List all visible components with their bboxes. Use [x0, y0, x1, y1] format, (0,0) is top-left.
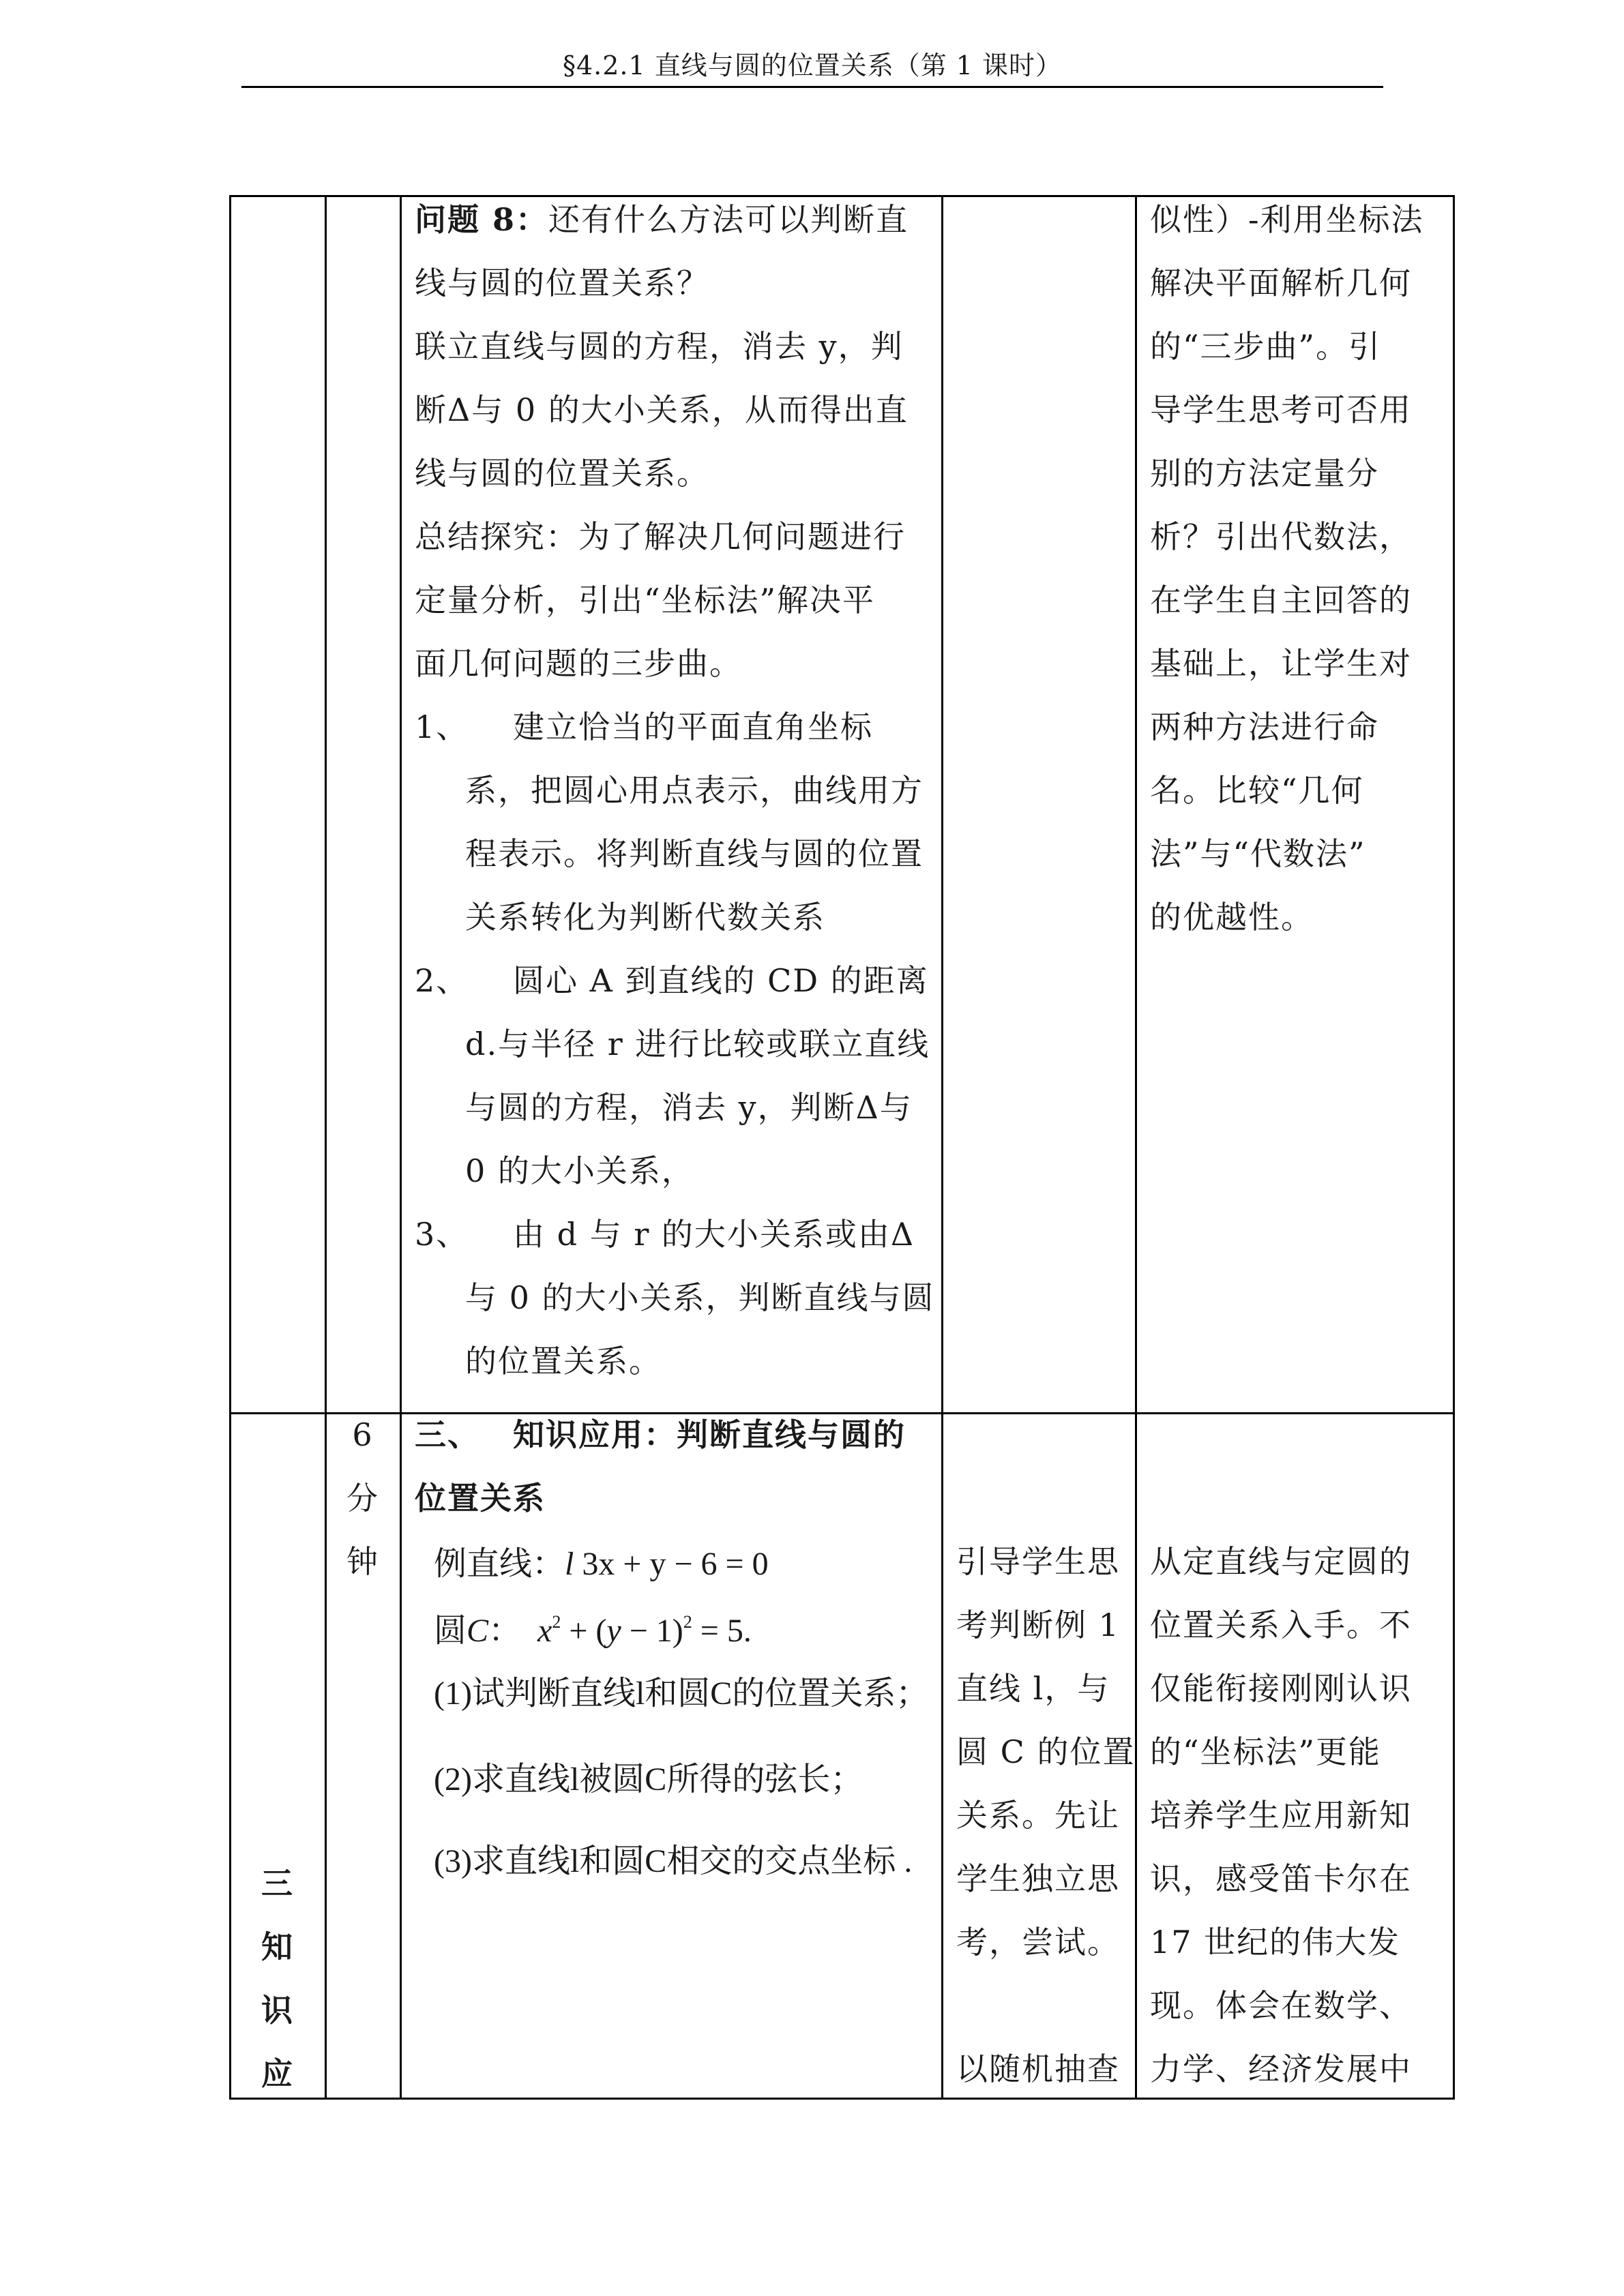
intent-line: 名。比较“几何: [1150, 772, 1364, 809]
summary-line: 面几何问题的三步曲。: [415, 645, 742, 682]
summary-line: 总结探究：为了解决几何问题进行: [415, 518, 906, 555]
stage-char: 知: [261, 1928, 293, 1965]
knowledge-application-heading: [415, 1403, 933, 1530]
step-first-line: 建立恰当的平面直角坐标: [513, 709, 873, 745]
intent-line: 的“坐标法”更能: [1150, 1733, 1382, 1770]
intent-line: 仅能衔接刚刚认识: [1150, 1670, 1412, 1707]
time-allocation: [326, 1403, 398, 1594]
header-divider: [241, 86, 1383, 88]
intent-line: 似性）-利用坐标法: [1150, 201, 1424, 238]
activity-line: 学生独立思: [956, 1860, 1120, 1897]
example-circle-equation: 圆C： $x^2 + (y - 1)^2 = 5$.: [434, 1612, 752, 1649]
intent-line: 的优越性。: [1150, 899, 1314, 936]
step-continuation: 与圆的方程，消去 y，判断Δ与: [465, 1089, 913, 1126]
intent-line: 力学、经济发展中: [1150, 2051, 1412, 2087]
step-continuation: 系，把圆心用点表示，曲线用方: [465, 772, 924, 809]
step-continuation: d.与半径 r 进行比较或联立直线: [465, 1026, 930, 1062]
stage-label-vertical: [229, 1852, 325, 2106]
line-equation: 3x + y − 6 = 0: [582, 1546, 769, 1582]
circle-equation-rhs: = 5.: [700, 1613, 752, 1649]
table-left-border: [229, 195, 231, 2100]
step-continuation: 关系转化为判断代数关系: [465, 899, 825, 936]
stage-char: 应: [261, 2055, 293, 2092]
step-number: 1、: [415, 709, 469, 745]
activity-line: 以随机抽查: [956, 2051, 1120, 2087]
intent-line: 识，感受笛卡尔在: [1150, 1860, 1412, 1897]
page-header-title: §4.2.1 直线与圆的位置关系（第 1 课时）: [562, 50, 1063, 80]
table-col-divider-2: [400, 195, 402, 2100]
table-col-divider-1: [325, 195, 327, 2100]
row2-intent-cell: [1150, 1530, 1450, 2101]
activity-line: 直线 l，与: [956, 1670, 1110, 1707]
intent-line: 位置关系入手。不: [1150, 1607, 1412, 1643]
step-item-3: [415, 1203, 933, 1266]
example-question-1: (1)试判断直线l和圆C的位置关系；: [434, 1675, 929, 1712]
stage-char: 识: [261, 1992, 293, 2029]
heading-line2: 位置关系: [415, 1480, 546, 1517]
circle-label: 圆: [434, 1613, 467, 1649]
example-question-3: (3)求直线l和圆C相交的交点坐标 .: [434, 1843, 913, 1879]
step-continuation: 程表示。将判断直线与圆的位置: [465, 835, 924, 872]
joint-method-line: 联立直线与圆的方程，消去 y，判: [415, 328, 904, 365]
activity-line: 考，尝试。: [956, 1924, 1120, 1960]
intent-line: 导学生思考可否用: [1150, 391, 1412, 428]
activity-line: [956, 1974, 1134, 2038]
time-char: 6: [352, 1416, 372, 1453]
activity-line: 考判断例 1: [956, 1607, 1120, 1643]
row1-intent-cell: [1150, 188, 1450, 949]
summary-line: 定量分析，引出“坐标法”解决平: [415, 582, 876, 618]
intent-line: 法”与“代数法”: [1150, 835, 1366, 872]
joint-method-line: 断Δ与 0 的大小关系，从而得出直: [415, 391, 909, 428]
intent-line: 两种方法进行命: [1150, 709, 1379, 745]
intent-line: 现。体会在数学、: [1150, 1987, 1412, 2024]
intent-line: 基础上，让学生对: [1150, 645, 1412, 682]
row1-content-cell: [415, 188, 933, 1393]
time-char: 分: [346, 1480, 378, 1517]
step-first-line: 由 d 与 r 的大小关系或由Δ: [513, 1216, 915, 1253]
step-continuation: 与 0 的大小关系，判断直线与圆: [465, 1279, 935, 1316]
table-right-border: [1453, 195, 1455, 2100]
intent-line: 解决平面解析几何: [1150, 265, 1412, 301]
step-item-2: [415, 949, 933, 1013]
example-line-equation: 例直线：l 3x + y − 6 = 0: [434, 1546, 769, 1582]
intent-line: 别的方法定量分: [1150, 455, 1379, 492]
step-number: 3、: [415, 1216, 469, 1253]
question-text-line1: 还有什么方法可以判断直: [548, 201, 909, 238]
intent-line: 培养学生应用新知: [1150, 1797, 1412, 1834]
question-text-line2: 线与圆的位置关系？: [415, 265, 709, 301]
example-prefix: 例: [434, 1546, 467, 1582]
line-label: 直线: [467, 1546, 533, 1582]
table-col-divider-3: [941, 195, 943, 2100]
intent-line: 从定直线与定圆的: [1150, 1543, 1412, 1580]
intent-line: 析？引出代数法，: [1150, 518, 1412, 555]
step-first-line: 圆心 A 到直线的 CD 的距离: [513, 962, 929, 999]
intent-line: 在学生自主回答的: [1150, 582, 1412, 618]
heading-number: 三、: [415, 1416, 480, 1453]
step-continuation: 的位置关系。: [465, 1343, 662, 1380]
table-col-divider-4: [1135, 195, 1137, 2100]
step-continuation: 0 的大小关系，: [465, 1152, 694, 1189]
intent-line: 17 世纪的伟大发: [1150, 1924, 1401, 1960]
stage-char: 三: [261, 1865, 293, 1902]
heading-line1: 知识应用：判断直线与圆的: [513, 1416, 906, 1453]
example-question-2: (2)求直线l被圆C所得的弦长；: [434, 1761, 863, 1798]
joint-method-line: 线与圆的位置关系。: [415, 455, 709, 492]
activity-line: 引导学生思: [956, 1543, 1120, 1580]
intent-line: 的“三步曲”。引: [1150, 328, 1382, 365]
step-item-1: [415, 696, 933, 759]
activity-line: 圆 C 的位置: [956, 1733, 1136, 1770]
step-number: 2、: [415, 962, 469, 999]
row2-activity-cell: [956, 1530, 1134, 2101]
question-title: 问题 8：: [415, 201, 549, 238]
activity-line: 关系。先让: [956, 1797, 1120, 1834]
time-char: 钟: [346, 1543, 378, 1580]
